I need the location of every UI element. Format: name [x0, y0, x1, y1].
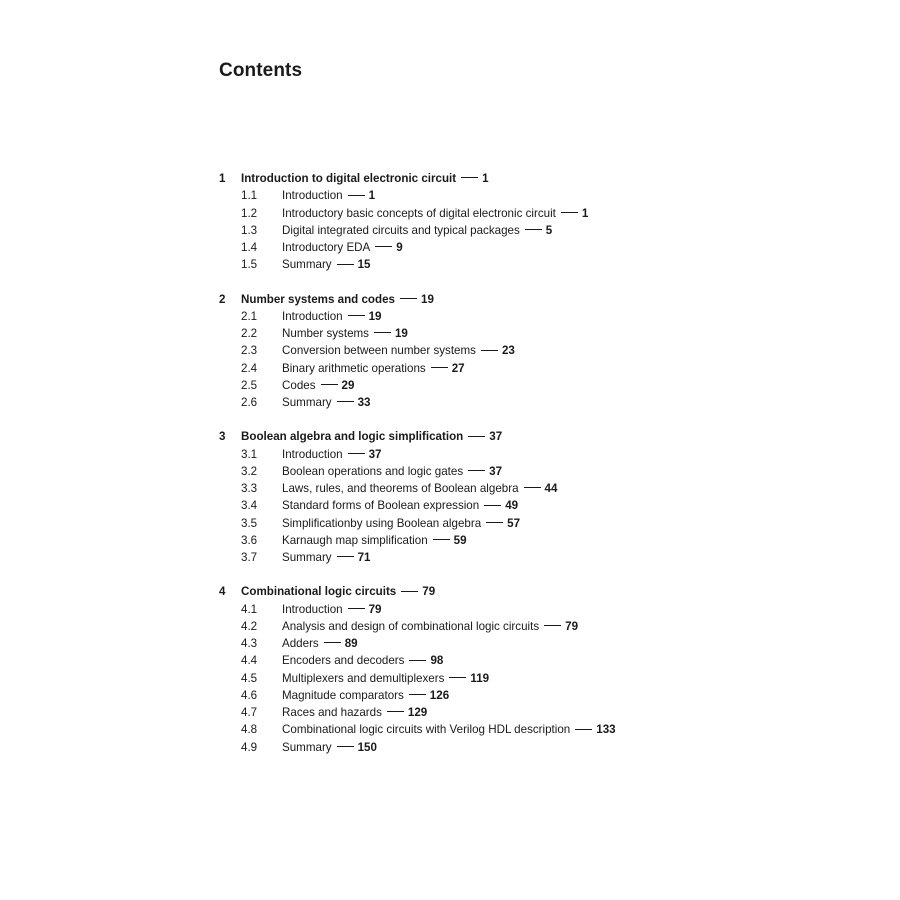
section-number: 3.3: [241, 482, 258, 495]
section-title: Introduction: [282, 602, 343, 616]
chapter-entry[interactable]: [219, 170, 859, 187]
chapter-number: 2: [219, 292, 226, 306]
section-title: Introductory EDA: [282, 241, 371, 254]
section-page-number: 71: [357, 551, 371, 564]
chapter-page-number: 1: [482, 172, 489, 185]
chapter-page-number: 19: [421, 292, 434, 306]
leader-dash: [544, 625, 561, 626]
section-number: 4.8: [241, 723, 258, 737]
section-title: Introductory basic concepts of digital electronic circuit: [282, 206, 556, 220]
section-title-line: [282, 618, 578, 635]
section-number: 3.7: [241, 551, 258, 564]
section-entry[interactable]: [219, 618, 859, 635]
section-number: 2.5: [241, 378, 258, 392]
leader-dash: [525, 229, 542, 230]
leader-dash: [486, 522, 503, 523]
section-title: Introduction: [282, 309, 343, 323]
section-title-line: [282, 394, 371, 411]
leader-dash: [348, 608, 365, 609]
leader-dash: [461, 177, 478, 178]
section-title: Digital integrated circuits and typical packages: [282, 223, 520, 237]
section-page-number: 133: [596, 723, 616, 737]
section-number: 2.4: [241, 361, 258, 375]
leader-dash: [561, 212, 578, 213]
section-entry[interactable]: [219, 480, 859, 497]
section-title-line: [282, 704, 427, 721]
section-entry[interactable]: [219, 325, 859, 342]
chapter-number: 3: [219, 430, 226, 444]
section-title-line: [282, 187, 375, 204]
leader-dash: [400, 298, 417, 299]
section-number: 3.5: [241, 516, 258, 530]
section-number: 1.5: [241, 258, 258, 272]
section-title-line: [282, 377, 354, 394]
leader-dash: [324, 642, 341, 643]
section-title: Summary: [282, 551, 332, 564]
leader-dash: [348, 195, 365, 196]
section-entry[interactable]: [219, 601, 859, 618]
chapter-title: Boolean algebra and logic simplification: [241, 430, 464, 444]
section-page-number: 33: [357, 396, 371, 409]
leader-dash: [449, 677, 466, 678]
section-number: 3.6: [241, 533, 258, 547]
section-entry[interactable]: [219, 721, 859, 738]
chapter-page-number: 79: [422, 585, 436, 599]
chapter-title-line: [241, 428, 502, 445]
section-title-line: [282, 532, 467, 549]
section-entry[interactable]: [219, 704, 859, 721]
section-entry[interactable]: [219, 532, 859, 549]
leader-dash: [348, 453, 365, 454]
section-title: Conversion between number systems: [282, 344, 476, 358]
section-entry[interactable]: [219, 549, 859, 566]
chapter-title-line: [241, 291, 434, 308]
leader-dash: [337, 401, 354, 402]
section-title-line: [282, 480, 557, 497]
section-title: Analysis and design of combinational logic circuits: [282, 619, 540, 633]
section-number: 3.4: [241, 499, 258, 513]
section-title-line: [282, 687, 449, 704]
leader-dash: [321, 384, 338, 385]
section-page-number: 89: [344, 637, 358, 650]
chapter-block: [219, 583, 859, 756]
section-number: 4.1: [241, 602, 258, 616]
section-title-line: [282, 360, 465, 377]
section-entry[interactable]: [219, 187, 859, 204]
section-title-line: [282, 446, 382, 463]
leader-dash: [575, 729, 592, 730]
section-title-line: [282, 256, 371, 273]
section-entry[interactable]: [219, 239, 859, 256]
section-title-line: [282, 463, 502, 480]
section-entry[interactable]: [219, 446, 859, 463]
section-number: 4.4: [241, 654, 258, 668]
section-page-number: 98: [430, 654, 444, 668]
section-number: 1.3: [241, 223, 258, 237]
section-entry[interactable]: [219, 360, 859, 377]
section-page-number: 1: [368, 189, 376, 203]
section-page-number: 29: [341, 378, 355, 392]
section-page-number: 15: [357, 258, 371, 272]
section-title: Combinational logic circuits with Verilog HDL description: [282, 723, 571, 737]
section-page-number: 129: [407, 706, 428, 719]
leader-dash: [374, 332, 391, 333]
chapter-entry[interactable]: [219, 583, 859, 600]
section-title: Summary: [282, 396, 332, 409]
section-entry[interactable]: [219, 687, 859, 704]
section-page-number: 19: [368, 309, 382, 323]
section-page-number: 9: [396, 241, 403, 254]
section-page-number: 1: [581, 206, 589, 220]
section-title-line: [282, 652, 443, 669]
leader-dash: [468, 436, 485, 437]
section-page-number: 119: [470, 671, 490, 685]
section-page-number: 37: [368, 447, 382, 461]
section-entry[interactable]: [219, 256, 859, 273]
leader-dash: [348, 315, 365, 316]
section-number: 2.2: [241, 327, 258, 340]
section-title-line: [282, 497, 518, 514]
section-title: Codes: [282, 378, 316, 392]
section-entry[interactable]: [219, 635, 859, 652]
section-title-line: [282, 205, 588, 222]
section-page-number: 37: [489, 464, 503, 478]
leader-dash: [409, 660, 426, 661]
section-number: 4.3: [241, 637, 258, 650]
section-number: 4.7: [241, 706, 258, 719]
section-page-number: 79: [565, 619, 579, 633]
section-title: Introduction: [282, 447, 343, 461]
section-title: Laws, rules, and theorems of Boolean algebra: [282, 482, 519, 495]
section-entry[interactable]: [219, 308, 859, 325]
section-entry[interactable]: [219, 463, 859, 480]
leader-dash: [431, 367, 448, 368]
section-title: Summary: [282, 258, 332, 272]
section-page-number: 59: [453, 533, 467, 547]
section-page-number: 44: [544, 482, 558, 495]
section-entry[interactable]: [219, 670, 859, 687]
section-title: Simplificationby using Boolean algebra: [282, 516, 482, 530]
section-entry[interactable]: [219, 222, 859, 239]
leader-dash: [387, 711, 404, 712]
section-number: 4.5: [241, 671, 258, 685]
chapter-number: 4: [219, 585, 226, 599]
section-title: Introduction: [282, 189, 343, 203]
section-entry[interactable]: [219, 205, 859, 222]
section-title: Binary arithmetic operations: [282, 361, 426, 375]
section-page-number: 150: [357, 740, 377, 754]
chapter-block: [219, 428, 859, 566]
section-title: Adders: [282, 637, 319, 650]
section-page-number: 79: [368, 602, 382, 616]
section-title-line: [282, 239, 403, 256]
section-page-number: 49: [505, 499, 519, 513]
section-number: 2.1: [241, 309, 258, 323]
section-title-line: [282, 670, 489, 687]
section-number: 2.6: [241, 396, 258, 409]
section-page-number: 126: [429, 688, 450, 702]
leader-dash: [484, 505, 501, 506]
page-title: Contents: [219, 60, 303, 81]
leader-dash: [481, 350, 498, 351]
section-title: Races and hazards: [282, 706, 382, 719]
section-number: 3.1: [241, 447, 258, 461]
section-title-line: [282, 635, 358, 652]
section-page-number: 23: [501, 344, 515, 358]
section-page-number: 5: [545, 223, 553, 237]
section-title-line: [282, 549, 371, 566]
section-number: 1.2: [241, 206, 258, 220]
section-number: 1.4: [241, 241, 258, 254]
chapter-title: Number systems and codes: [241, 292, 395, 306]
chapter-entry[interactable]: [219, 428, 859, 445]
chapter-title: Combinational logic circuits: [241, 585, 397, 599]
section-title-line: [282, 342, 515, 359]
leader-dash: [337, 746, 354, 747]
leader-dash: [468, 470, 485, 471]
section-page-number: 57: [507, 516, 521, 530]
section-entry[interactable]: [219, 497, 859, 514]
table-of-contents: [219, 170, 859, 773]
leader-dash: [401, 591, 418, 592]
chapter-page-number: 37: [489, 430, 503, 444]
section-page-number: 27: [451, 361, 465, 375]
leader-dash: [375, 246, 392, 247]
chapter-title: Introduction to digital electronic circuit: [241, 172, 457, 185]
section-title: Magnitude comparators: [282, 688, 404, 702]
chapter-title-line: [241, 583, 435, 600]
chapter-block: [219, 291, 859, 412]
section-title-line: [282, 222, 552, 239]
leader-dash: [337, 264, 354, 265]
section-number: 4.9: [241, 740, 258, 754]
section-title-line: [282, 325, 408, 342]
section-title: Karnaugh map simplification: [282, 533, 428, 547]
section-title: Standard forms of Boolean expression: [282, 499, 480, 513]
leader-dash: [524, 487, 541, 488]
section-page-number: 19: [394, 327, 408, 340]
section-title: Boolean operations and logic gates: [282, 464, 464, 478]
leader-dash: [337, 556, 354, 557]
section-entry[interactable]: [219, 739, 859, 756]
chapter-number: 1: [219, 172, 226, 185]
section-title: Number systems: [282, 327, 369, 340]
chapter-title-line: [241, 170, 489, 187]
section-entry[interactable]: [219, 377, 859, 394]
section-number: 4.6: [241, 688, 258, 702]
chapter-block: [219, 170, 859, 274]
section-number: 3.2: [241, 464, 258, 478]
section-entry[interactable]: [219, 515, 859, 532]
section-entry[interactable]: [219, 652, 859, 669]
leader-dash: [433, 539, 450, 540]
section-title-line: [282, 739, 377, 756]
section-number: 1.1: [241, 189, 258, 203]
section-title: Summary: [282, 740, 332, 754]
section-title-line: [282, 308, 382, 325]
chapter-entry[interactable]: [219, 291, 859, 308]
section-number: 2.3: [241, 344, 258, 358]
section-title-line: [282, 515, 520, 532]
section-title: Encoders and decoders: [282, 654, 405, 668]
section-number: 4.2: [241, 619, 258, 633]
section-entry[interactable]: [219, 342, 859, 359]
section-title-line: [282, 721, 616, 738]
section-entry[interactable]: [219, 394, 859, 411]
section-title: Multiplexers and demultiplexers: [282, 671, 445, 685]
section-title-line: [282, 601, 382, 618]
leader-dash: [409, 694, 426, 695]
